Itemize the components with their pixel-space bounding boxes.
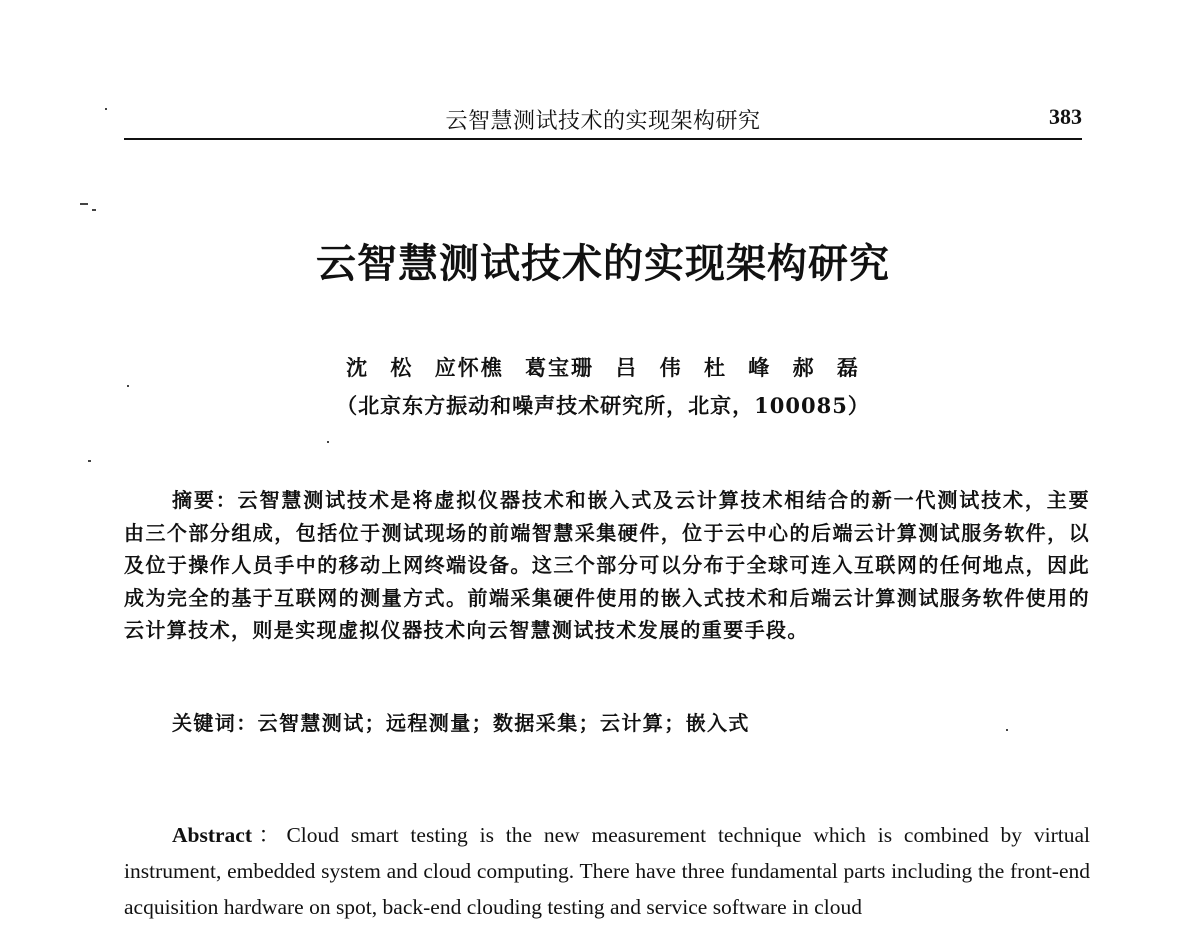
running-header <box>124 98 1082 140</box>
page-number: 383 <box>1049 104 1082 129</box>
running-title: 云智慧测试技术的实现架构研究 <box>445 109 761 134</box>
abstract-chinese-label: 摘要： <box>172 488 238 512</box>
abstract-english <box>124 817 1090 925</box>
affiliation: （北京东方振动和噪声技术研究所，北京，100085） <box>336 393 870 418</box>
author-list: 沈 松 应怀樵 葛宝珊 吕 伟 杜 峰 郝 磊 <box>346 355 860 380</box>
scan-speck <box>92 209 96 211</box>
keywords-text: 云智慧测试；远程测量；数据采集；云计算；嵌入式 <box>257 711 750 735</box>
abstract-chinese <box>124 484 1090 647</box>
scan-speck <box>88 460 91 462</box>
abstract-english-text: Cloud smart testing is the new measurement technique which is combined by virtual instrument, embedded system and cloud computing. There have three fundamental parts including the front-end acquisition hardware on spot, back-end clouding testing and service software in cloud <box>124 823 1090 919</box>
abstract-english-separator: ： <box>252 823 287 847</box>
abstract-chinese-text: 云智慧测试技术是将虚拟仪器技术和嵌入式及云计算技术相结合的新一代测试技术，主要由三个部分组成，包括位于测试现场的前端智慧采集硬件，位于云中心的后端云计算测试服务软件，以及位于操作人员手中的移动上网终端设备。这三个部分可以分布于全球可连入互联网的任何地点，因此成为完全的基于互联网的测量方式。前端采集硬件使用的嵌入式技术和后端云计算测试服务软件使用的云计算技术，则是实现虚拟仪器技术向云智慧测试技术发展的重要手段。 <box>124 488 1090 642</box>
abstract-english-label: Abstract <box>172 823 253 847</box>
scan-speck <box>327 441 329 443</box>
scan-speck <box>127 385 129 387</box>
scan-speck <box>105 108 107 110</box>
keywords-label: 关键词： <box>172 711 258 735</box>
paper-title: 云智慧测试技术的实现架构研究 <box>316 240 890 287</box>
scan-speck <box>1006 729 1008 731</box>
keywords-chinese <box>172 707 750 736</box>
scan-speck <box>80 203 88 205</box>
